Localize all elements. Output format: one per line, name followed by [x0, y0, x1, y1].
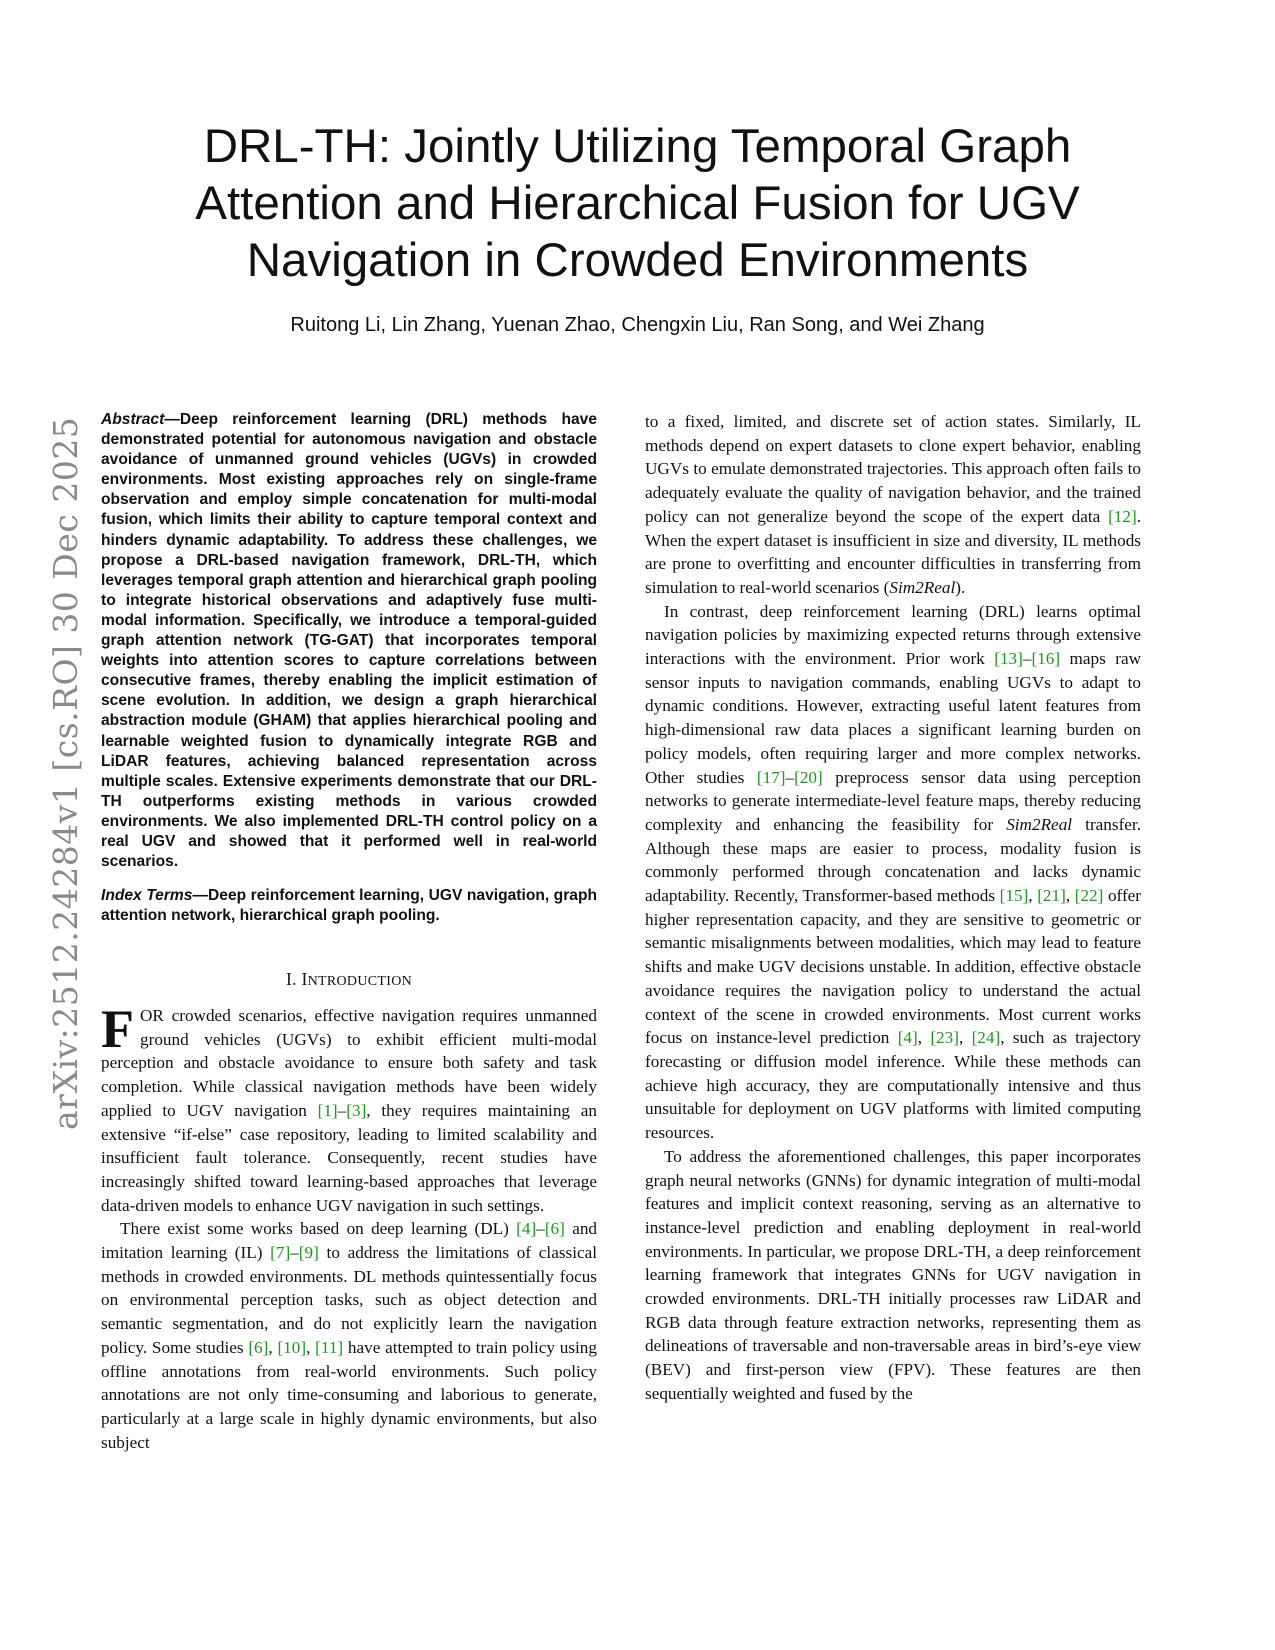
abstract-text: —Deep reinforcement learning (DRL) methods have demonstrated potential for autonomous navigation and obstacle avoidance of unmanned ground vehicles (UGVs) in crowded environments. Most existing approaches rely on single-frame observation and employ simple concatenation for multi-modal fusion, which limits their ability to capture temporal context and hinders dynamic adaptability. To address these challenges, we propose a DRL-based navigation framework, DRL-TH, which leverages temporal graph attention and hierarchical graph pooling to integrate historical observations and adaptively fuse multi-modal information. Specifically, we introduce a temporal-guided graph attention network (TG-GAT) that incorporates temporal weights into attention scores to capture correlations between consecutive frames, thereby enabling the implicit estimation of scene evolution. In addition, we design a graph hierarchical abstraction module (GHAM) that applies hierarchical pooling and learnable weighted fusion to dynamically integrate RGB and LiDAR features, achieving balanced representation across multiple scales. Extensive experiments demonstrate that our DRL-TH outperforms existing methods in various crowded environments. We also implemented DRL-TH control policy on a real UGV and showed that it performed well in real-world scenarios. [101, 411, 597, 871]
text: to a fixed, limited, and discrete set of action states. Similarly, IL methods depend on expert datasets to clone expert behavior, enabling UGVs to emulate demonstrated trajectories. This approach often fails to adequately evaluate the quality of navigation behavior, and the trained policy can not generalize beyond the scope of the expert data [645, 412, 1141, 526]
right-paragraph-3: To address the aforementioned challenges, this paper incorporates graph neural networks (GNNs) for dynamic integration of multi-modal features and implicit context reasoning, serving as an alternative to instance-level prediction and enabling deployment in real-world environments. In particular, we propose DRL-TH, a deep reinforcement learning framework that integrates GNNs for UGV navigation in crowded environments. DRL-TH initially processes raw LiDAR and RGB data through feature extraction networks, representing them as delineations of traversable and non-traversable areas in bird’s-eye view (BEV) and first-person view (FPV). These features are then sequentially weighted and fused by the [645, 1146, 1141, 1403]
right-paragraph-1 [645, 410, 1141, 600]
citation-link[interactable]: [22] [1074, 886, 1104, 906]
citation-link[interactable]: [20] [794, 767, 823, 787]
citation-link[interactable]: [17] [756, 767, 786, 787]
text: , such as trajectory forecasting or diffusion model inference. While these methods can achieve high accuracy, they are computationally intensive and thus unsuitable for deployment on UGV platforms with limited computing resources. [645, 1028, 1142, 1143]
title-line-2: Attention and Hierarchical Fusion for UGV [195, 177, 1080, 230]
text: transfer. Although these maps are easier to process, modality fusion is commonly performed through concatenation and lacks dynamic adaptability. Recently, Transformer-based methods [645, 814, 1142, 906]
text: to address the limitations of classical methods in crowded environments. DL methods quintessentially focus on environmental perception tasks, such as object detection and semantic segmentation, and do not explicitly learn the navigation policy. Some studies [101, 1243, 598, 1357]
citation-link[interactable]: [24] [971, 1028, 1001, 1048]
index-terms-label: Index Terms [101, 887, 193, 905]
text: , they requires maintaining an extensive “if-else” case repository, leading to limited scalability and insufficient fault tolerance. Consequently, recent studies have increasingly shifted toward learning-based approaches that leverage data-driven models to enhance UGV navigation in such settings. [101, 1100, 598, 1215]
text: ). [955, 577, 966, 597]
text: offer higher representation capacity, and they are sensitive to geometric or semantic misalignments between modalities, which may lead to feature shifts and make UGV decisions unstable. In addition, effective obstacle avoidance requires the navigation policy to understand the actual context of the scene in crowded environments. Most current works focus on instance-level prediction [645, 886, 1142, 1048]
citation-link[interactable]: [13] [994, 649, 1023, 669]
section-heading-introduction [101, 968, 597, 994]
index-terms-text: —Deep reinforcement learning, UGV navigation, graph attention network, hierarchical graph pooling. [101, 887, 597, 925]
text: . When the expert dataset is insufficient in size and diversity, IL methods are prone to overfitting and encounter difficulties in transferring from simulation to real-world scenarios ( [645, 506, 1141, 597]
citation-link[interactable]: [4] [897, 1028, 918, 1048]
drop-cap: F [101, 999, 134, 1060]
abstract-label: Abstract [101, 411, 165, 428]
text: have attempted to train policy using offline annotations from real-world environments. Such policy annotations are not only time-consuming and laborious to generate, particularly at a large scale in highly dynamic environments, but also subject [101, 1337, 597, 1452]
citation-link[interactable]: [23] [930, 1028, 959, 1048]
text: maps raw sensor inputs to navigation commands, enabling UGVs to adapt to dynamic conditions. However, extracting useful latent features from high-dimensional raw data places a significant learning burden on policy models, often requiring larger and more complex networks. Other studies [645, 649, 1142, 787]
citation-link[interactable]: [4] [516, 1219, 537, 1239]
arxiv-identifier: arXiv:2512.24284v1 [cs.RO] 30 Dec 2025 [46, 416, 85, 1130]
citation-link[interactable]: [6] [248, 1337, 269, 1357]
author-list: Ruitong Li, Lin Zhang, Yuenan Zhao, Chengxin Liu, Ran Song, and Wei Zhang [290, 314, 985, 336]
citation-link[interactable]: [1] [317, 1100, 338, 1120]
left-column [101, 410, 597, 1454]
section-title-rest: NTRODUCTION [307, 974, 413, 990]
section-first-letter: I [301, 969, 308, 990]
citation-link[interactable]: [21] [1037, 886, 1066, 906]
index-terms [101, 886, 597, 926]
text: In contrast, deep reinforcement learning (DRL) learns optimal navigation policies by maximizing expected returns through extensive interactions with the environment. Prior work [645, 601, 1141, 669]
text: and imitation learning (IL) [101, 1219, 598, 1263]
title-line-3: Navigation in Crowded Environments [246, 234, 1029, 287]
right-paragraph-2: In contrast, deep reinforcement learning (DRL) learns optimal navigation policies by maximizing expected returns through extensive interactions with the environment. Prior work [13]–[16] maps raw sensor inputs to navigation commands, enabling UGVs to adapt to dynamic conditions. However, extracting useful latent features from high-dimensional raw data places a significant learning burden on policy models, often requiring larger and more complex networks. Other studies [17]–[20] preprocess sensor data using perception networks to generate intermediate-level feature maps, thereby reducing complexity and enhancing the feasibility for Sim2Real transfer. Although these maps are easier to process, modality fusion is commonly performed through concatenation and lacks dynamic adaptability. Recently, Transformer-based methods [15], [21], [22] offer higher representation capacity, and they are sensitive to geometric or semantic misalignments between modalities, which may lead to feature shifts and make UGV decisions unstable. In addition, effective obstacle avoidance requires the navigation policy to understand the actual context of the scene in crowded environments. Most current works focus on instance-level prediction [4], [23], [24], such as trajectory forecasting or diffusion model inference. While these methods can achieve high accuracy, they are computationally intensive and thus unsuitable for deployment on UGV platforms with limited computing resources. [645, 601, 1142, 1143]
right-column [645, 410, 1141, 1406]
intro-paragraph-1 [101, 999, 598, 1217]
citation-link[interactable]: [7] [270, 1243, 291, 1263]
text: There exist some works based on deep learning (DL) [120, 1219, 509, 1239]
paper-title [120, 118, 1155, 289]
citation-link[interactable]: [6] [544, 1219, 565, 1239]
title-line-1: DRL-TH: Jointly Utilizing Temporal Graph [203, 120, 1072, 173]
citation-link[interactable]: [16] [1031, 649, 1061, 669]
citation-link[interactable]: [10] [277, 1337, 307, 1357]
citation-link[interactable]: [12] [1108, 506, 1137, 526]
emphasis: Sim2Real [1006, 814, 1073, 834]
citation-link[interactable]: [15] [999, 886, 1029, 906]
dash: – [337, 1100, 347, 1120]
citation-link[interactable]: [9] [298, 1243, 319, 1263]
text: preprocess sensor data using perception networks to generate intermediate-level feature maps, thereby reducing complexity and enhancing the feasibility for [645, 767, 1142, 834]
citation-link[interactable]: [11] [315, 1337, 344, 1357]
emphasis: Sim2Real [889, 577, 956, 597]
citation-link[interactable]: [3] [346, 1100, 367, 1120]
abstract [101, 410, 597, 872]
section-numeral: I. [285, 969, 302, 990]
text: OR crowded scenarios, effective navigation requires unmanned ground vehicles (UGVs) to exhibit efficient multi-modal perception and obstacle avoidance to ensure both safety and task completion. While classical navigation methods have been widely applied to UGV navigation [101, 1006, 597, 1120]
intro-paragraph-2: There exist some works based on deep learning (DL) [4]–[6] and imitation learning (IL) [7]–[9] to address the limitations of classical methods in crowded environments. DL methods quintessentially focus on environmental perception tasks, such as object detection and semantic segmentation, and do not explicitly learn the navigation policy. Some studies [6], [10], [11] have attempted to train policy using offline annotations from real-world environments. Such policy annotations are not only time-consuming and laborious to generate, particularly at a large scale in highly dynamic environments, but also subject [101, 1219, 598, 1452]
